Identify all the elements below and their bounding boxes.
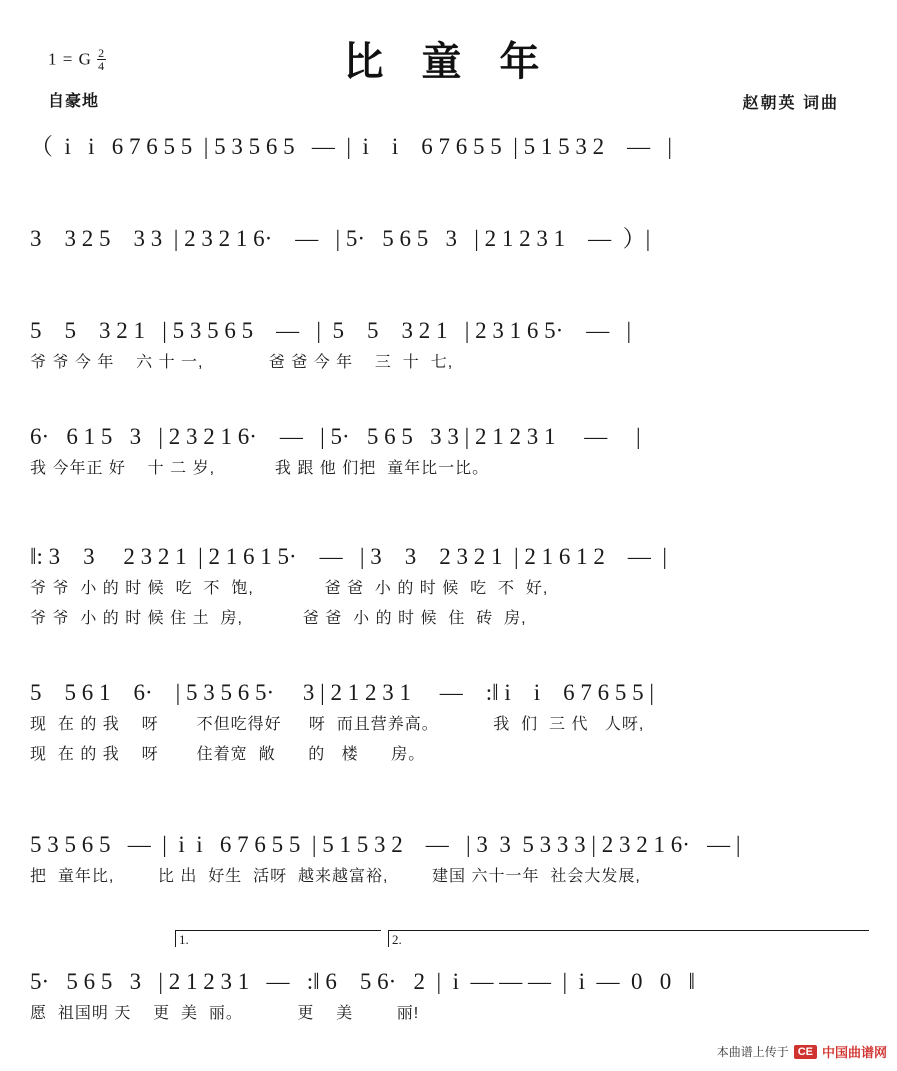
notation-line: 6· 6 1 5 3 | 2 3 2 1 6· — | 5· 5 6 5 3 3 | 2 1 2 3 1 — | [30, 424, 641, 449]
second-ending [388, 930, 869, 947]
notation-line: 5 3 5 6 5 — | i i 6 7 6 5 5 | 5 1 5 3 2 — | 3 3 5 3 3 3 | 2 3 2 1 6· — | [30, 832, 741, 857]
music-system-3 [0, 314, 897, 378]
music-system-7 [0, 828, 897, 892]
key-signature [48, 48, 113, 73]
music-system-4 [0, 420, 897, 484]
lyrics-line: 我 今年正 好 十 二 岁, 我 跟 他 们把 童年比一比。 [30, 460, 490, 477]
site-name: 中国曲谱网 [821, 1045, 887, 1060]
notation-line: 5 5 3 2 1 | 5 3 5 6 5 — | 5 5 3 2 1 | 2 3 1 6 5· — | [30, 318, 632, 343]
music-system-8 [0, 965, 897, 1029]
footer-credit [717, 1042, 887, 1061]
notation-line: （ i i 6 7 6 5 5 | 5 3 5 6 5 — | i i 6 7 6 5 5 | 5 1 5 3 2 — | [30, 134, 672, 159]
lyrics-line-verse1: 爷 爷 小 的 时 候 吃 不 饱, 爸 爸 小 的 时 候 吃 不 好, [30, 580, 549, 597]
lyrics-line-verse2: 现 在 的 我 呀 住着宽 敞 的 楼 房。 [30, 746, 426, 763]
lyrics-line-verse2: 爷 爷 小 的 时 候 住 土 房, 爸 爸 小 的 时 候 住 砖 房, [30, 610, 527, 627]
time-signature-denominator: 4 [98, 59, 106, 73]
page-title: 比 童 年 [343, 39, 554, 84]
music-system-1 [0, 130, 897, 164]
music-system-6 [0, 676, 897, 770]
footer-text: 本曲谱上传于 [716, 1045, 789, 1059]
first-ending [175, 930, 381, 947]
notation-line: ‖: 3 3 2 3 2 1 | 2 1 6 1 5· — | 3 3 2 3 2 1 | 2 1 6 1 2 — | [30, 544, 667, 569]
first-ending-label: 1. [179, 932, 189, 947]
time-signature-numerator: 2 [98, 46, 106, 60]
site-logo-icon: CE [794, 1045, 817, 1059]
music-system-2 [0, 222, 897, 256]
music-system-5 [0, 540, 897, 634]
lyrics-line-verse1: 现 在 的 我 呀 不但吃得好 呀 而且营养高。 我 们 三 代 人呀, [30, 716, 645, 733]
time-signature [97, 48, 113, 73]
lyrics-line: 把 童年比, 比 出 好生 活呀 越来越富裕, 建国 六十一年 社会大发展, [30, 868, 641, 885]
composer-credit: 赵朝英 词曲 [742, 95, 839, 112]
tempo-marking: 自豪地 [48, 93, 100, 110]
lyrics-line: 愿 祖国明 天 更 美 丽。 更 美 丽! [30, 1005, 420, 1022]
key-signature-text: 1 = G [48, 49, 92, 69]
second-ending-label: 2. [392, 932, 402, 947]
notation-line: 5 5 6 1 6· | 5 3 5 6 5· 3 | 2 1 2 3 1 — :‖ i i 6 7 6 5 5 | [30, 680, 655, 705]
lyrics-line: 爷 爷 今 年 六 十 一, 爸 爸 今 年 三 十 七, [30, 354, 454, 371]
notation-line: 3 3 2 5 3 3 | 2 3 2 1 6· — | 5· 5 6 5 3 | 2 1 2 3 1 — ）| [30, 226, 651, 251]
notation-line: 5· 5 6 5 3 | 2 1 2 3 1 — :‖ 6 5 6· 2 | i — — — | i — 0 0 ‖ [30, 969, 695, 994]
